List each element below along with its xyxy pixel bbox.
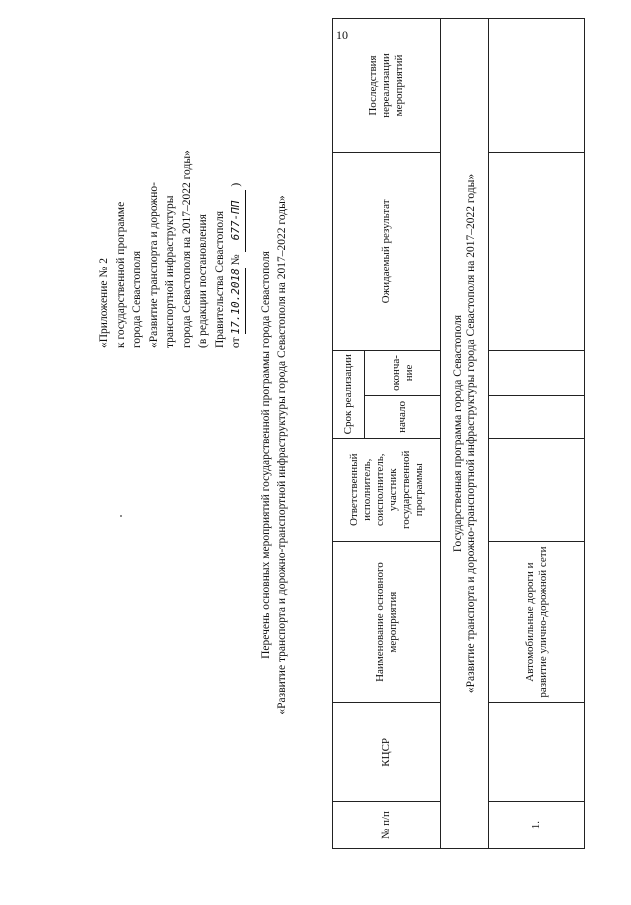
header-name: Наименование основного мероприятия bbox=[333, 541, 441, 703]
appendix-line: «Развитие транспорта и дорожно- bbox=[147, 182, 160, 348]
title-line-1: Перечень основных мероприятий государственной программы города Севастополя bbox=[260, 251, 272, 659]
row-start bbox=[489, 396, 585, 439]
appendix-line: города Севастополя на 2017–2022 годы» bbox=[180, 150, 193, 348]
appendix-signature-line bbox=[228, 88, 246, 348]
header-responsible: Ответственный исполнитель, соисполнитель, участник государственной программы bbox=[333, 438, 441, 541]
appendix-line: транспортной инфраструктуры bbox=[164, 195, 176, 348]
appendix-line: Правительства Севастополя bbox=[213, 210, 226, 348]
header-start: начало bbox=[365, 396, 441, 439]
row-name: Автомобильные дороги и развитие улично-дорожной сети bbox=[489, 541, 585, 703]
row-end bbox=[489, 350, 585, 395]
appendix-line: к государственной программе bbox=[114, 201, 127, 348]
decree-number: 677-ПП bbox=[228, 190, 246, 252]
row-responsible bbox=[489, 438, 585, 541]
number-prefix: № bbox=[230, 254, 242, 266]
header-consequences: Последствия нереализации мероприятий bbox=[333, 19, 441, 153]
header-end: оконча-ние bbox=[365, 350, 441, 395]
close-paren: ) bbox=[230, 182, 242, 187]
row-consequences bbox=[489, 19, 585, 153]
header-num: № п/п bbox=[333, 802, 441, 849]
table-row bbox=[489, 19, 585, 849]
appendix-block bbox=[96, 88, 246, 348]
document-title bbox=[258, 65, 290, 845]
measures-table bbox=[332, 18, 585, 849]
row-kcsr bbox=[489, 703, 585, 802]
page-number: 10 bbox=[336, 28, 348, 42]
header-result: Ожидаемый результат bbox=[333, 153, 441, 351]
appendix-line: города Севастополя bbox=[131, 251, 143, 348]
header-kcsr: КЦСР bbox=[333, 703, 441, 802]
from-prefix: от bbox=[230, 337, 242, 348]
appendix-line: «Приложение № 2 bbox=[98, 258, 110, 348]
band-line-2: «Развитие транспорта и дорожно-транспортной инфраструктуры города Севастополя на 2017–2022 годы» bbox=[464, 173, 477, 694]
decree-date: 17.10.2018 bbox=[228, 268, 246, 334]
header-period: Срок реализации bbox=[333, 350, 365, 438]
row-num: 1. bbox=[489, 802, 585, 849]
program-band bbox=[441, 19, 489, 849]
row-result bbox=[489, 153, 585, 351]
band-line-1: Государственная программа города Севастополя bbox=[451, 314, 464, 553]
title-line-2: «Развитие транспорта и дорожно-транспортной инфраструктуры города Севастополя на 2017–2022 годы» bbox=[276, 195, 288, 715]
appendix-line: (в редакции постановления bbox=[197, 214, 209, 348]
